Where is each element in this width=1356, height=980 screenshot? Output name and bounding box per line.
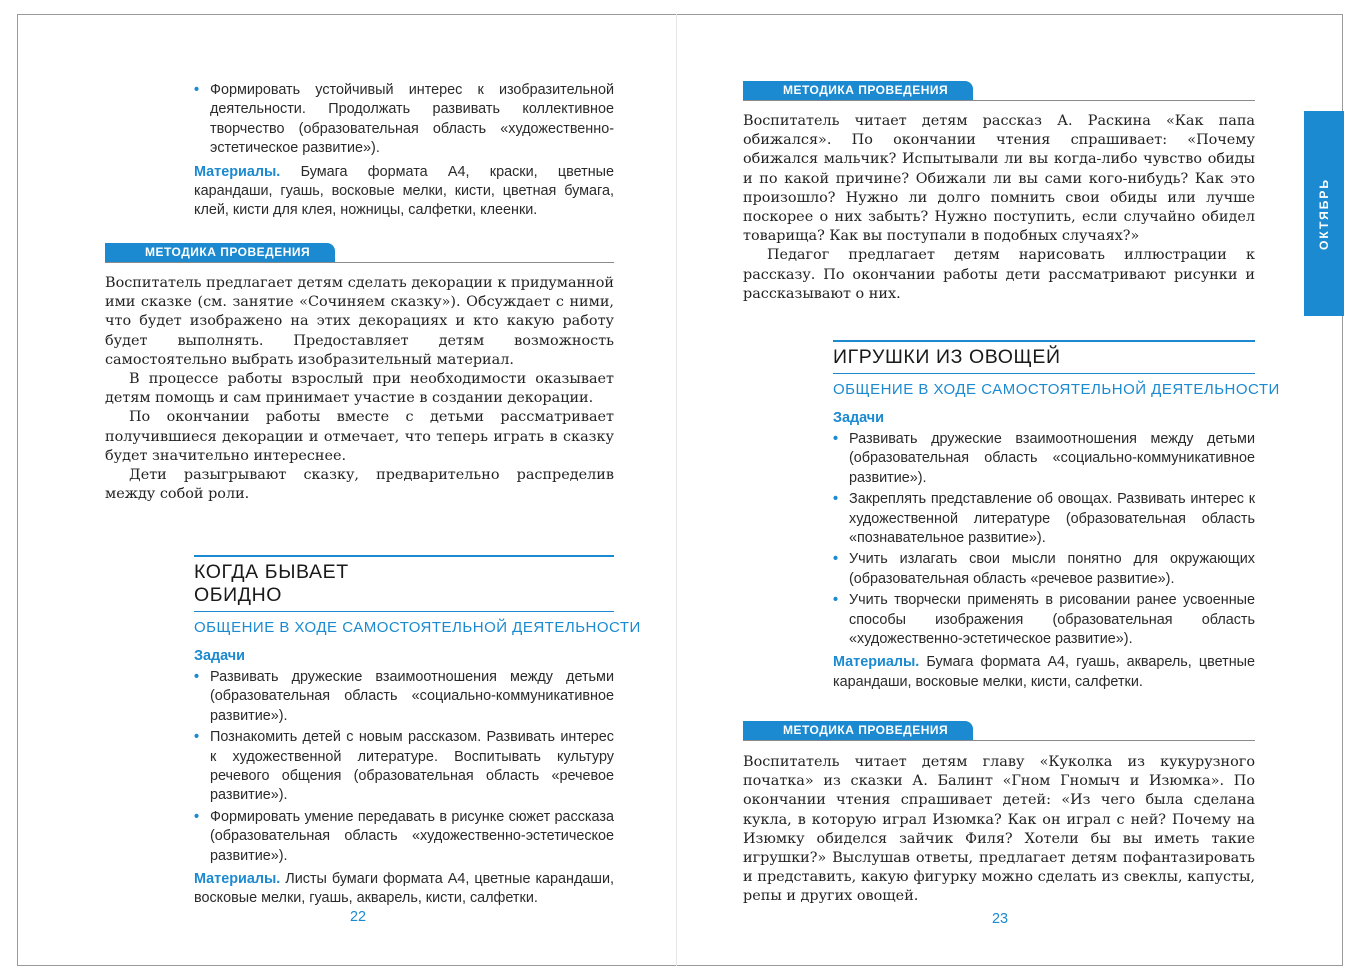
materials-text: Бумага формата А4, гуашь, акварель, цветные карандаши, восковые мелки, кисти, салфетки.: [833, 654, 1256, 690]
task-item: [194, 668, 614, 726]
task-item: [833, 430, 1255, 488]
task-text: Познакомить детей с новым рассказом. Развивать интерес к художественной литературе. Воспитывать культуру речевого общения (образовательная область «речевое развитие»).: [210, 729, 614, 804]
task-text: Развивать дружеские взаимоотношения между детьми (образовательная область «социально-коммуникативное развитие»).: [210, 669, 614, 724]
method-body: [743, 112, 1255, 304]
tasks-label: Задачи: [833, 410, 884, 426]
tasks-list: [194, 668, 614, 909]
bullet-dot-icon: •: [833, 592, 839, 609]
page-number: 22: [350, 909, 367, 925]
bullet-dot-icon: •: [194, 82, 200, 98]
method-paragraph: Воспитатель предлагает детям сделать декорации к придуманной ими сказке (см. занятие «Сочиняем сказку»). Обсуждает с ними, что будет изображено на этих декорациях и кто какую работу будет выполнять. Предоставляет детям возможность самостоятельно выбрать изобразительный материал.: [105, 275, 614, 368]
materials-label: Материалы.: [194, 163, 281, 180]
bullet-text: Формировать устойчивый интерес к изобразительной деятельности. Продолжать развивать коллективное творчество (образовательная область «художественно-эстетическое развитие»).: [210, 82, 614, 157]
materials-line: [833, 653, 1255, 692]
method-paragraph: Воспитатель читает детям рассказ А. Раскина «Как папа обижался». По окончании чтения спрашивает: «Почему обижался мальчик? Испытывали ли вы когда-либо чувство обиды и по какой причине? Обижали ли вы сами кого-нибудь? Как это произошло? Нужно ли долго помнить свои обиды или лучше поскорее о них забыть? Нужно поступить, если случайно обидел товарища? Как вы поступали в подобных случаях?»: [743, 113, 1255, 245]
tasks-label: Задачи: [194, 648, 245, 664]
month-side-tab: [1304, 111, 1344, 316]
book-spread: [17, 14, 1343, 966]
tasks-list: [833, 430, 1255, 692]
materials-line: [194, 870, 614, 909]
topic-title: ИГРУШКИ ИЗ ОВОЩЕЙ: [833, 346, 1061, 368]
bullet-dot-icon: •: [833, 551, 839, 568]
bullet-dot-icon: •: [833, 491, 839, 508]
task-item: [194, 808, 614, 866]
task-text: Учить творчески применять в рисовании ранее усвоенные способы изображения (образовательная область «художественно-эстетическое развитие»).: [849, 592, 1255, 648]
bullet-dot-icon: •: [194, 808, 200, 825]
page-gutter: [676, 14, 677, 966]
topic-title-line: КОГДА БЫВАЕТ: [194, 561, 349, 583]
materials-text: Листы бумаги формата А4, цветные карандаши, восковые мелки, гуашь, акварель, кисти, салфетки.: [194, 871, 614, 907]
bullet-item: [194, 81, 614, 159]
method-paragraph: Дети разыгрывают сказку, предварительно распределив между собой роли.: [105, 467, 614, 503]
task-text: Учить излагать свои мысли понятно для окружающих (образовательная область «речевое развитие»).: [849, 551, 1255, 587]
topic-divider: [833, 373, 1255, 374]
method-body: [743, 753, 1255, 907]
topic-header: [833, 340, 1280, 692]
materials-label: Материалы.: [194, 871, 281, 888]
topic-title-line: ОБИДНО: [194, 584, 283, 606]
task-item: [833, 591, 1255, 649]
method-header: [743, 81, 1255, 101]
page-number: 23: [992, 911, 1009, 927]
task-text: Формировать умение передавать в рисунке сюжет рассказа (образовательная область «художественно-эстетическое развитие»).: [210, 808, 614, 864]
bullet-dot-icon: •: [833, 431, 839, 447]
method-body: [105, 274, 614, 504]
topic-subtitle: ОБЩЕНИЕ В ХОДЕ САМОСТОЯТЕЛЬНОЙ ДЕЯТЕЛЬНОСТИ: [833, 381, 1280, 398]
task-item: [833, 490, 1255, 548]
topic-title: [194, 557, 614, 609]
bullet-dot-icon: •: [194, 669, 200, 685]
left-page: [18, 15, 694, 965]
method-paragraph: Воспитатель читает детям главу «Куколка из кукурузного початка» из сказки А. Балинт «Гном Гномыч и Изюмка». По окончании чтения спрашивает детей: «Из чего была сделана кукла, в которую играл Изюмка? Как он играл с ней? Почему на Изюмку обиделся зайчик Филя? Хотели бы вы иметь такие игрушки?» Выслушав ответы, предлагает детям пофантазировать и представить, какую фигурку можно сделать из свеклы, капусты, репы и других овощей.: [743, 754, 1255, 905]
materials-label: Материалы.: [833, 654, 920, 671]
left-top-section: [194, 79, 614, 221]
task-item: [833, 550, 1255, 589]
right-page: [694, 15, 1344, 965]
method-paragraph: По окончании работы вместе с детьми рассматривает получившиеся декорации и отмечает, что теперь играть в сказку будет значительно интереснее.: [105, 409, 614, 464]
bullet-dot-icon: •: [194, 729, 200, 746]
method-paragraph: Педагог предлагает детям нарисовать иллюстрации к рассказу. По окончании работы дети рассматривают рисунки и рассказывают о них.: [743, 247, 1255, 302]
task-item: [194, 728, 614, 806]
topic-header: [194, 555, 641, 909]
method-header: [105, 243, 614, 263]
method-tab-label: МЕТОДИКА ПРОВЕДЕНИЯ: [743, 721, 973, 740]
method-paragraph: В процессе работы взрослый при необходимости оказывает детям помощь и сам принимает участие в создании декорации.: [105, 371, 614, 407]
task-text: Развивать дружеские взаимоотношения между детьми (образовательная область «социально-коммуникативное развитие»).: [849, 431, 1255, 486]
materials-line: [194, 163, 614, 221]
method-header: [743, 721, 1255, 741]
method-tab-label: МЕТОДИКА ПРОВЕДЕНИЯ: [105, 243, 335, 262]
method-tab-label: МЕТОДИКА ПРОВЕДЕНИЯ: [743, 81, 973, 100]
topic-divider: [194, 611, 614, 612]
topic-subtitle: ОБЩЕНИЕ В ХОДЕ САМОСТОЯТЕЛЬНОЙ ДЕЯТЕЛЬНОСТИ: [194, 619, 641, 636]
month-label: ОКТЯБРЬ: [1317, 177, 1331, 250]
materials-text: Бумага формата А4, краски, цветные карандаши, гуашь, восковые мелки, кисти, цветная бумага, клей, кисти для клея, ножницы, салфетки, клеенки.: [194, 163, 615, 219]
task-text: Закреплять представление об овощах. Развивать интерес к художественной литературе (образовательная область «познавательное развитие»).: [849, 491, 1255, 547]
